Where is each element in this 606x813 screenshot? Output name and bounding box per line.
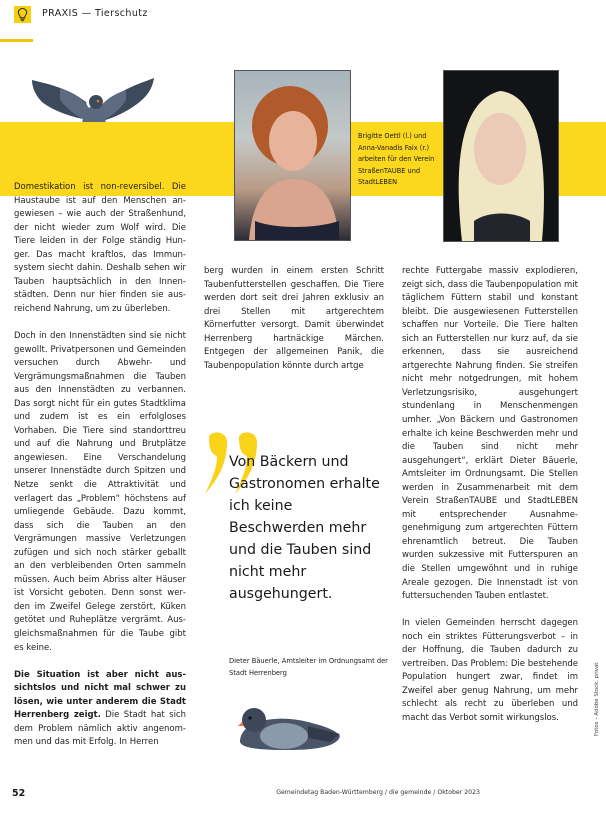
page-number: 52 xyxy=(12,788,26,799)
header-accent-rule xyxy=(0,39,33,42)
photo-caption: Brigitte Oettl (l.) und Anna-Vanadis Faix (r.) arbeiten für den Verein StraßenTAUBE und StadtLEBEN xyxy=(358,132,435,186)
topic-label: Tierschutz xyxy=(94,8,148,19)
header-separator: — xyxy=(81,8,92,19)
quote-attribution: Dieter Bäuerle, Amtsleiter im Ordnungsamt der Stadt Herrenberg xyxy=(229,657,388,677)
lead-in-text: Die Situation ist aber nicht aussichtslos und nicht mal schwer zu lösen, wie unter anderem die Stadt Herrenberg zeigt. xyxy=(14,669,186,721)
article-column-3 xyxy=(402,265,578,726)
article-column-1 xyxy=(14,181,186,750)
portrait-photo-right xyxy=(443,70,559,242)
lightbulb-icon xyxy=(14,6,31,23)
paragraph: berg wurden in einem ersten Schritt Taubenfutterstellen geschaffen. Die Tiere werden dort seit drei Jahren exklusiv an drei Stellen mit artgerechtem Körnerfutter versorgt. Damit überwindet Herrenberg hartnäckige Märchen. Entgegen der allgemeinen Panik, die Taubenpopulation könnte durch artge xyxy=(204,266,384,371)
paragraph-tail: Die Stadt hat sich dem Problem nämlich aktiv angenommen und das mit Erfolg. In Herren xyxy=(14,710,186,748)
article-column-2 xyxy=(204,265,384,373)
pull-quote: Von Bäckern und Gastronomen erhalte ich keine Beschwerden mehr und die Tauben sind nicht mehr ausgehungert. xyxy=(229,454,380,602)
paragraph: Doch in den Innenstädten sind sie nicht gewollt. Privatpersonen und Gemeinden versuchen durch Abwehr- und Vergrämungsmaßnahmen die Tauben aus den Innenstädten zu verbannen. Das sorgt nicht für ein gutes Stadtklima und zudem ist es ein erfolgloses Vorhaben. Die Tiere sind standorttreu und auf die Nahrung und Brutplätze angewiesen. Eine Verschandelung unserer Innenstädte durch Spitzen und Netze senkt die Attraktivität und verlagert das „Problem“ höchstens auf umliegende Gebäude. Dazu kommt, dass sich die Tauben an den Vergrämungen massive Verletzungen zufügen und sich noch stärker geballt an den verbleibenden Orten sammeln müssen. Auch beim Abriss alter Häuser ist Vorsicht geboten. Denn sonst werden im Zweifel Gelege zerstört, Küken getötet und Ruheplätze vergrämt. Ausgleichsmaßnahmen für die Taube gibt es keine. xyxy=(14,330,186,653)
paragraph: rechte Futtergabe massiv explodieren, zeigt sich, dass die Taubenpopulation mit täglichem Füttern stabil und konstant bleibt. Die ausgewiesenen Futterstellen schaffen nur Vorteile. Die Tiere halten sich an Futterstellen nur kurz auf, da sie erkennen, dass sie ausreichend artgerechte Nahrung finden. Sie streifen nicht mehr notgedrungen, mit hohem Verletzungsrisiko, ausgehungert stundenlang in Menschenmengen umher. „Von Bäckern und Gastronomen erhalte ich keine Beschwerden mehr und die Tauben sind nicht mehr ausgehungert“, erklärt Dieter Bäuerle, Amtsleiter im Ordnungsamt. Die Stellen werden in Zusammenarbeit mit dem Verein StraßenTAUBE und StadtLEBEN mit entsprechender Ausnahmegenehmigung zum artgerechten Füttern ehrenamtlich betreut. Die Tauben wurden sukzessive mit Futterspuren an die Stellen umgewöhnt und in ruhige Areale gezogen. Die Innenstadt ist von futtersuchenden Tauben entlastet. xyxy=(402,266,578,602)
sitting-pigeon-illustration xyxy=(238,700,342,752)
paragraph: In vielen Gemeinden herrscht dagegen noch ein striktes Fütterungsverbot – in der Hoffnung, die Tauben dadurch zu vertreiben. Das Problem: Die bestehende Population hungert zwar, findet im Zweifel aber genug Nahrung, um mehr schlecht als recht zu überleben und macht das Verbot somit wirkungslos. xyxy=(402,618,578,723)
photo-credit: Fotos – Adobe Stock, privat xyxy=(594,662,600,736)
paragraph: Domestikation ist non-reversibel. Die Haustaube ist auf den Menschen angewiesen – wie auch der Straßenhund, der nicht wieder zum Wolf wird. Die Tiere leiden in der Folge ständig Hunger. Das macht kraftlos, das Immunsystem siecht dahin. Deshalb sehen wir Tauben hauptsächlich in den Innenstädten. Denn nur hier finden sie ausreichend Nahrung, um zu überleben. xyxy=(14,182,186,314)
paragraph xyxy=(14,669,186,750)
publication-footer: Gemeindetag Baden-Württemberg / die gemeinde / Oktober 2023 xyxy=(276,789,480,796)
section-label: PRAXIS xyxy=(42,8,79,19)
section-header xyxy=(42,6,148,22)
portrait-photo-left xyxy=(234,70,351,241)
